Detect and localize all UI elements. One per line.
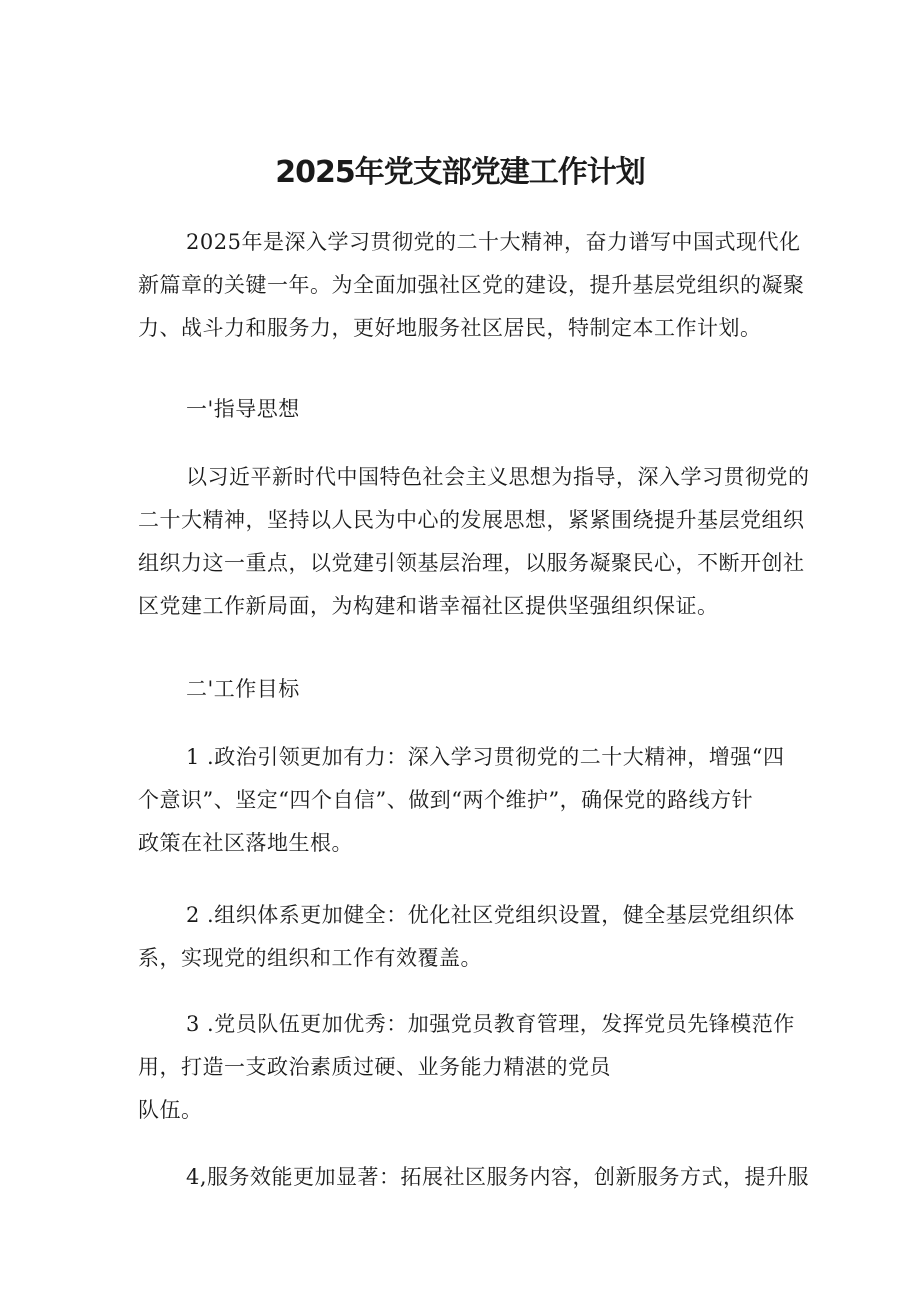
intro-line-3: 力、战斗力和服务力，更好地服务社区居民，特制定本工作计划。	[138, 316, 762, 340]
intro-line-1: 2025年是深入学习贯彻党的二十大精神，奋力谱写中国式现代化	[186, 230, 801, 254]
ideology-line-1: 以习近平新时代中国特色社会主义思想为指导，深入学习贯彻党的	[186, 465, 810, 489]
goal-1-line-1: 1 .政治引领更加有力：深入学习贯彻党的二十大精神，增强“四	[186, 745, 785, 769]
section-heading-work-goals	[138, 668, 798, 711]
ideology-line-2: 二十大精神，坚持以人民为中心的发展思想，紧紧围绕提升基层党组织	[138, 508, 805, 532]
ideology-line-3: 组织力这一重点，以党建引领基层治理，以服务凝聚民心，不断开创社	[138, 551, 805, 575]
section-heading-guiding-ideology	[138, 388, 798, 431]
intro-paragraph	[138, 221, 805, 350]
intro-line-2: 新篇章的关键一年。为全面加强社区党的建设，提升基层党组织的凝聚	[138, 273, 805, 297]
goal-1-line-3: 政策在社区落地生根。	[138, 831, 353, 855]
section-heading-1-text: 一'指导思想	[186, 397, 300, 421]
goal-2-line-1: 2 .组织体系更加健全：优化社区党组织设置，健全基层党组织体	[186, 903, 795, 927]
goal-2-line-2: 系，实现党的组织和工作有效覆盖。	[138, 946, 482, 970]
guiding-ideology-paragraph	[138, 456, 810, 628]
section-heading-2-text: 二'工作目标	[186, 677, 300, 701]
goal-3-line-3: 队伍。	[138, 1098, 203, 1122]
goal-2-paragraph	[138, 894, 798, 980]
goal-3-line-2: 用，打造一支政治素质过硬、业务能力精湛的党员	[138, 1055, 611, 1079]
goal-1-paragraph	[138, 736, 798, 865]
goal-3-paragraph	[138, 1003, 798, 1132]
ideology-line-4: 区党建工作新局面，为构建和谐幸福社区提供坚强组织保证。	[138, 594, 719, 618]
goal-1-line-2: 个意识”、坚定“四个自信”、做到“两个维护”，确保党的路线方针	[138, 788, 754, 812]
document-title: 2025年党支部党建工作计划	[275, 155, 645, 190]
goal-4-paragraph	[138, 1156, 810, 1199]
goal-4-line-1: 4,服务效能更加显著：拓展社区服务内容，创新服务方式，提升服	[186, 1165, 810, 1189]
goal-3-line-1: 3 .党员队伍更加优秀：加强党员教育管理，发挥党员先锋模范作	[186, 1012, 795, 1036]
